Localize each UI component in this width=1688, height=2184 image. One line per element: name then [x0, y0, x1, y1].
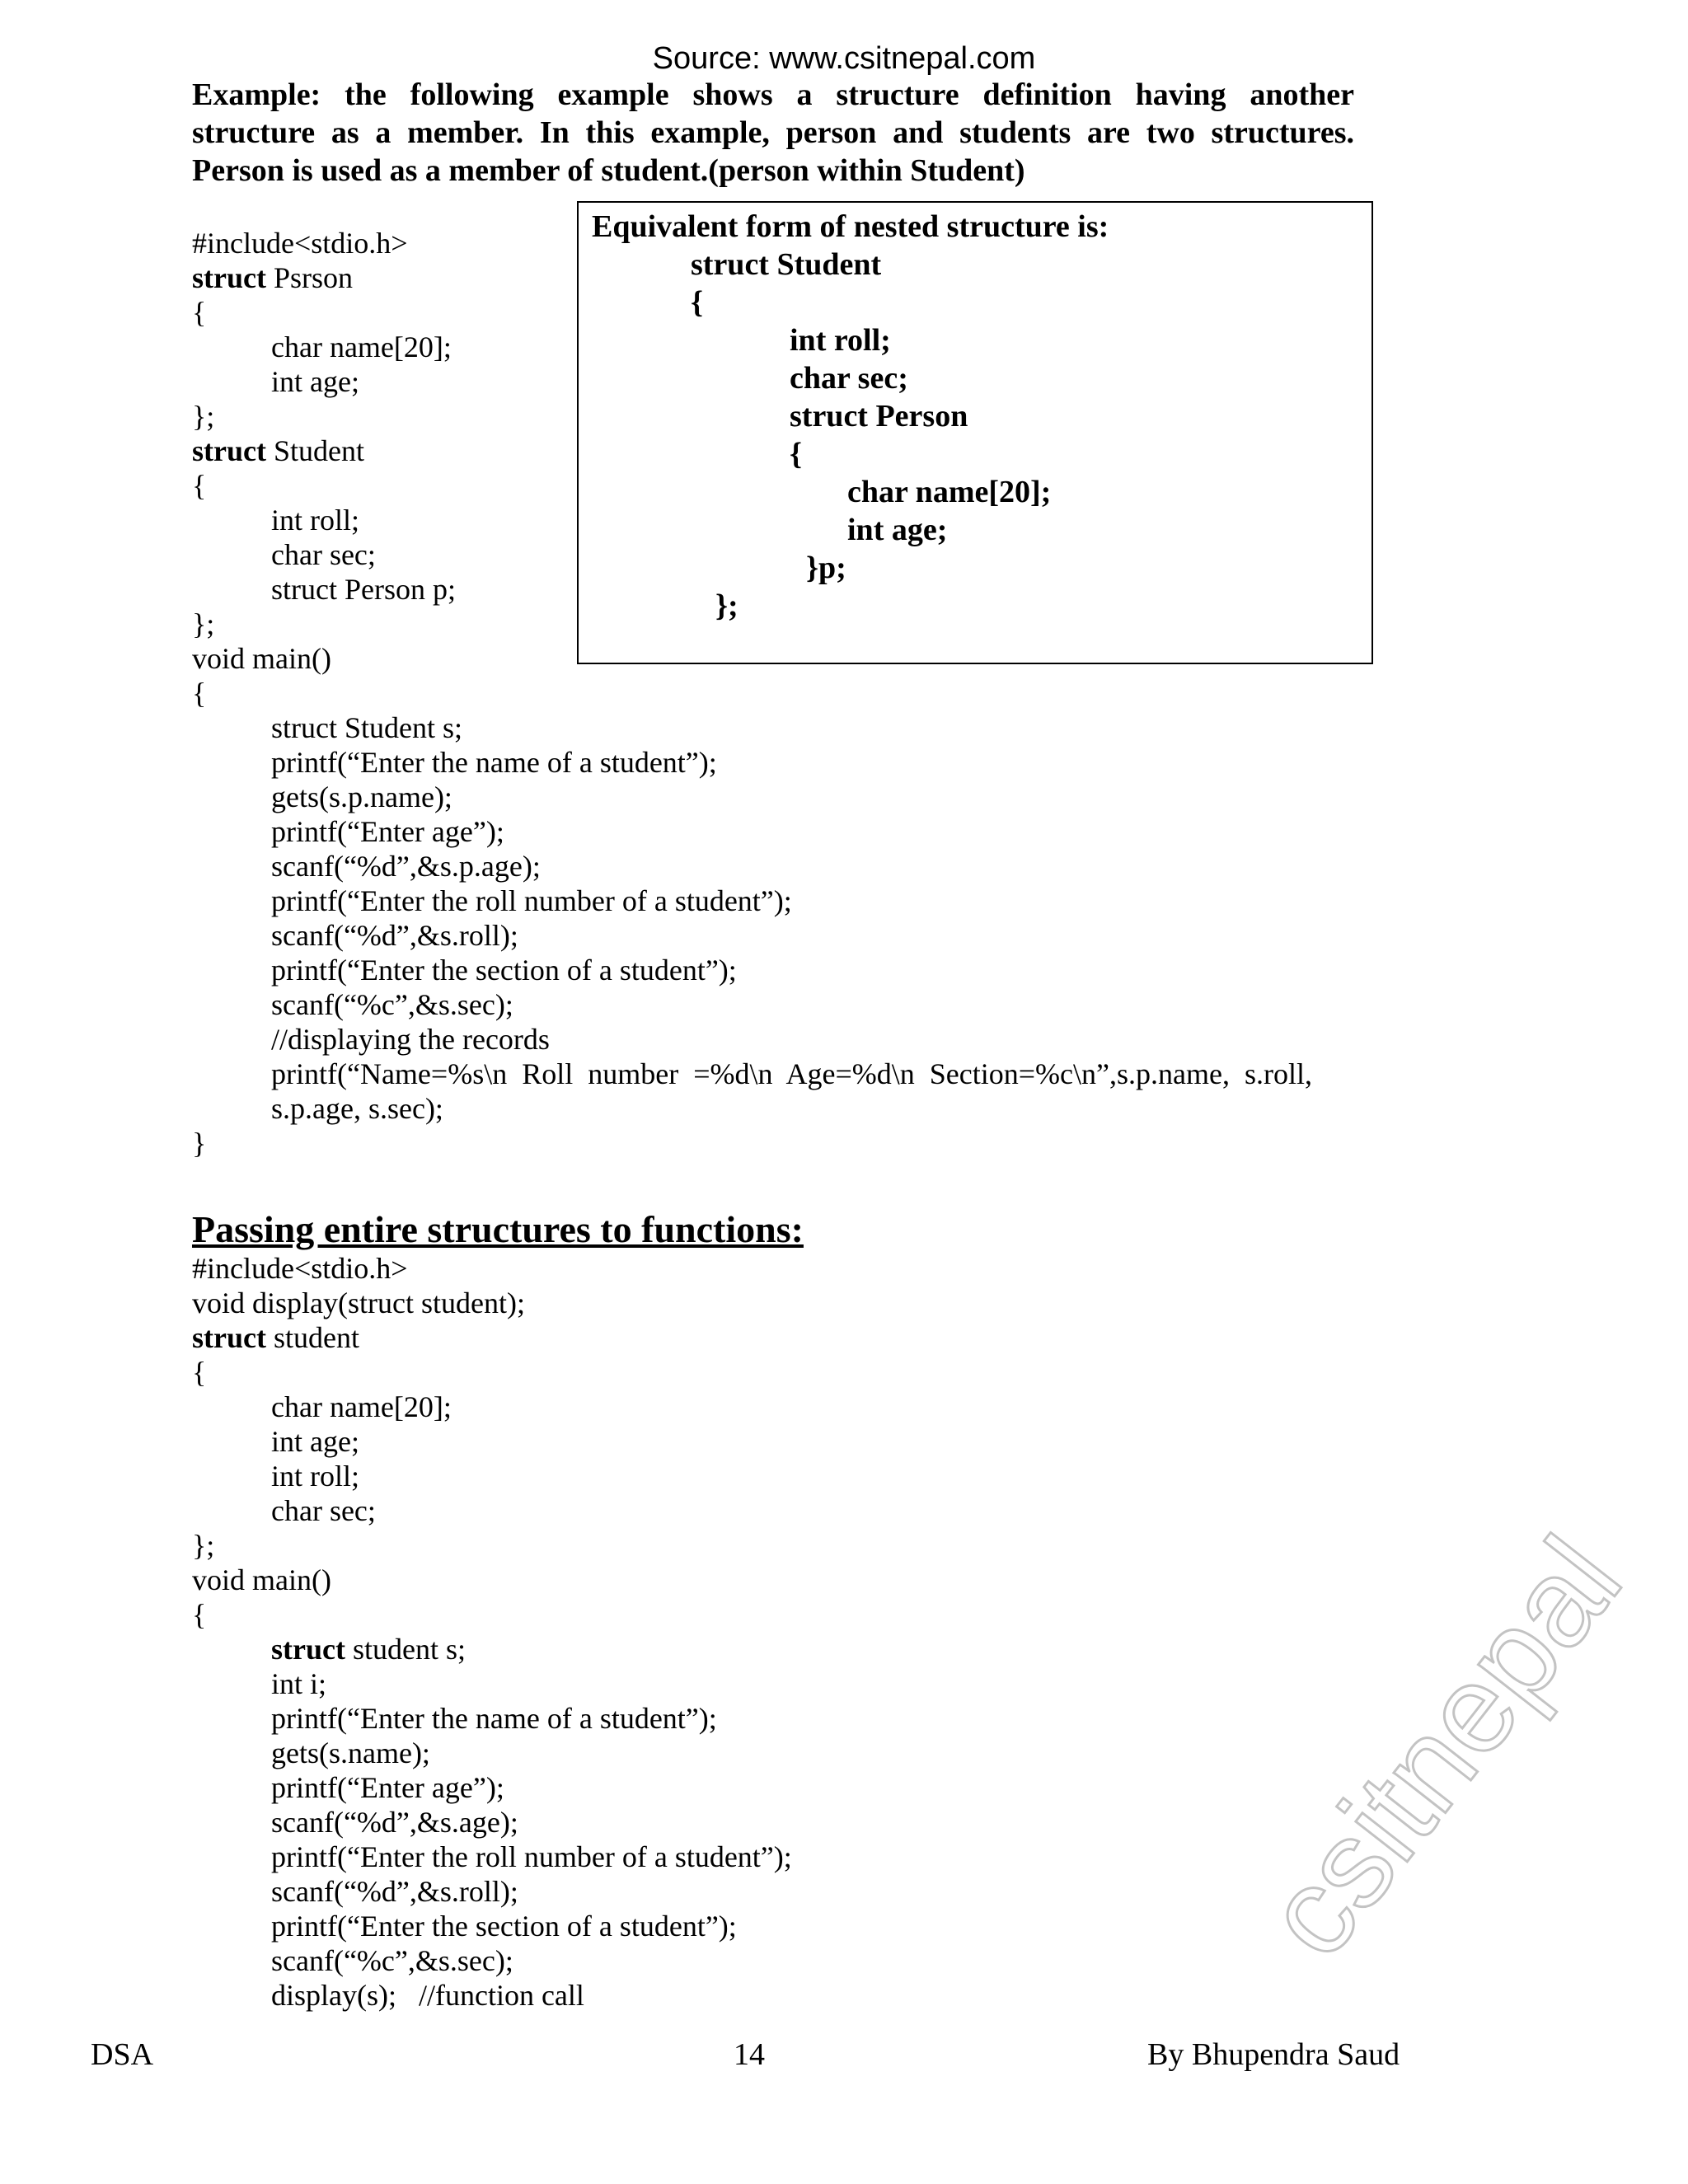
code-line: [192, 1701, 792, 1736]
code-text: Student: [265, 434, 364, 467]
code-text: scanf(“%c”,&s.sec);: [271, 1944, 513, 1977]
code-text: int roll;: [271, 504, 359, 537]
code-line: [192, 676, 1312, 710]
code-line: [192, 1632, 792, 1666]
code-text: char name[20];: [271, 1390, 452, 1423]
code-line: [192, 1909, 792, 1943]
code-text: scanf(“%c”,&s.sec);: [271, 988, 513, 1021]
box-code-line: struct Student: [691, 247, 882, 282]
code-line: [192, 918, 1312, 953]
code-text: s.p.age, s.sec);: [271, 1092, 443, 1125]
code-text: {: [192, 296, 207, 329]
code-line: [192, 1666, 792, 1701]
code-text: student: [265, 1321, 359, 1354]
code-text: display(s); //function call: [271, 1979, 584, 2012]
code-line: [192, 710, 1312, 745]
code-block-pass-structure: [192, 1251, 792, 2013]
code-text: char name[20];: [271, 330, 452, 363]
code-line: [192, 883, 1312, 918]
code-line: [192, 1390, 792, 1424]
code-text: gets(s.name);: [271, 1736, 430, 1769]
intro-line: Person is used as a member of student.(person within Student): [192, 153, 1025, 188]
code-text: void display(struct student);: [192, 1286, 525, 1319]
code-line: [192, 1943, 792, 1978]
box-code-line: int age;: [847, 513, 948, 547]
code-line: [192, 1840, 792, 1874]
code-line: [192, 1057, 1312, 1091]
code-text: }: [192, 1127, 207, 1160]
code-line: [192, 1978, 792, 2013]
code-text: void main(): [192, 1563, 331, 1596]
code-text: printf(“Enter the name of a student”);: [271, 1702, 717, 1735]
code-line: [192, 1736, 792, 1770]
box-code-line: char name[20];: [847, 475, 1052, 509]
code-text: char sec;: [271, 538, 376, 571]
footer-page-number: 14: [734, 2037, 765, 2072]
code-line: [192, 1805, 792, 1840]
code-line: [192, 1286, 792, 1320]
code-text: scanf(“%d”,&s.roll);: [271, 1875, 518, 1908]
code-text: #include<stdio.h>: [192, 1252, 408, 1285]
code-line: [192, 1597, 792, 1632]
box-code-line: }p;: [806, 551, 846, 585]
code-line: [192, 1126, 1312, 1160]
box-code-line: char sec;: [790, 361, 908, 396]
watermark: csitnepal: [1237, 1511, 1648, 1982]
code-line: [192, 1355, 792, 1390]
code-text: student s;: [345, 1633, 466, 1666]
code-keyword: struct: [192, 434, 266, 467]
code-text: int age;: [271, 1425, 359, 1458]
section-heading: Passing entire structures to functions:: [192, 1208, 804, 1250]
box-code-line: {: [691, 285, 703, 320]
box-title: Equivalent form of nested structure is:: [592, 209, 1109, 244]
code-line: [192, 780, 1312, 814]
code-line: [192, 1251, 792, 1286]
code-text: };: [192, 1529, 215, 1562]
code-text: int age;: [271, 365, 359, 398]
code-text: int roll;: [271, 1460, 359, 1493]
code-text: void main(): [192, 642, 331, 675]
intro-paragraph: [192, 76, 1354, 190]
code-line: [192, 849, 1312, 883]
code-text: scanf(“%d”,&s.age);: [271, 1806, 518, 1839]
code-line: [192, 1424, 792, 1459]
code-text: scanf(“%d”,&s.p.age);: [271, 850, 541, 883]
code-text: printf(“Enter age”);: [271, 1771, 504, 1804]
intro-line: structure as a member. In this example, person and students are two structures.: [192, 115, 1354, 150]
code-text: printf(“Enter the roll number of a student”);: [271, 1840, 792, 1873]
code-text: scanf(“%d”,&s.roll);: [271, 919, 518, 952]
code-line: [192, 1022, 1312, 1057]
code-line: [192, 1528, 792, 1563]
intro-line: Example: the following example shows a structure definition having another: [192, 77, 1354, 112]
source-line: Source: www.csitnepal.com: [652, 41, 1036, 76]
code-text: };: [192, 400, 215, 433]
code-line: [192, 987, 1312, 1022]
code-text: {: [192, 469, 207, 502]
code-text: Psrson: [265, 261, 353, 294]
code-text: struct Person p;: [271, 573, 456, 606]
code-text: printf(“Enter the section of a student”);: [271, 1910, 737, 1943]
code-text: printf(“Enter the roll number of a student”);: [271, 884, 792, 917]
code-text: //displaying the records: [271, 1023, 550, 1056]
code-keyword: struct: [192, 1321, 266, 1354]
equivalent-form-code: [592, 208, 1109, 625]
box-code-line: struct Person: [790, 399, 968, 434]
footer-author: By Bhupendra Saud: [1147, 2037, 1400, 2072]
code-text: {: [192, 1598, 207, 1631]
equivalent-form-box: [577, 201, 1373, 664]
code-line: [192, 814, 1312, 849]
box-code-line: {: [790, 437, 802, 471]
code-line: [192, 953, 1312, 987]
code-text: };: [192, 607, 215, 640]
footer-left: DSA: [91, 2037, 154, 2072]
code-keyword: struct: [192, 261, 266, 294]
code-line: [192, 1091, 1312, 1126]
code-text: printf(“Name=%s\n Roll number =%d\n Age=%d\n Section=%c\n”,s.p.name, s.roll,: [271, 1057, 1312, 1090]
code-text: int i;: [271, 1667, 327, 1700]
code-text: struct Student s;: [271, 711, 462, 744]
code-line: [192, 1320, 792, 1355]
box-code-line: int roll;: [790, 323, 891, 358]
code-text: {: [192, 1356, 207, 1389]
code-line: [192, 1459, 792, 1493]
code-text: char sec;: [271, 1494, 376, 1527]
code-text: gets(s.p.name);: [271, 780, 452, 813]
code-line: [192, 745, 1312, 780]
code-text: printf(“Enter the name of a student”);: [271, 746, 717, 779]
code-line: [192, 1493, 792, 1528]
code-text: printf(“Enter age”);: [271, 815, 504, 848]
code-line: [192, 1563, 792, 1597]
code-keyword: struct: [271, 1633, 345, 1666]
code-text: #include<stdio.h>: [192, 227, 408, 260]
code-text: printf(“Enter the section of a student”);: [271, 954, 737, 987]
code-line: [192, 1770, 792, 1805]
code-text: {: [192, 677, 207, 710]
box-code-line: };: [715, 588, 738, 623]
code-line: [192, 1874, 792, 1909]
